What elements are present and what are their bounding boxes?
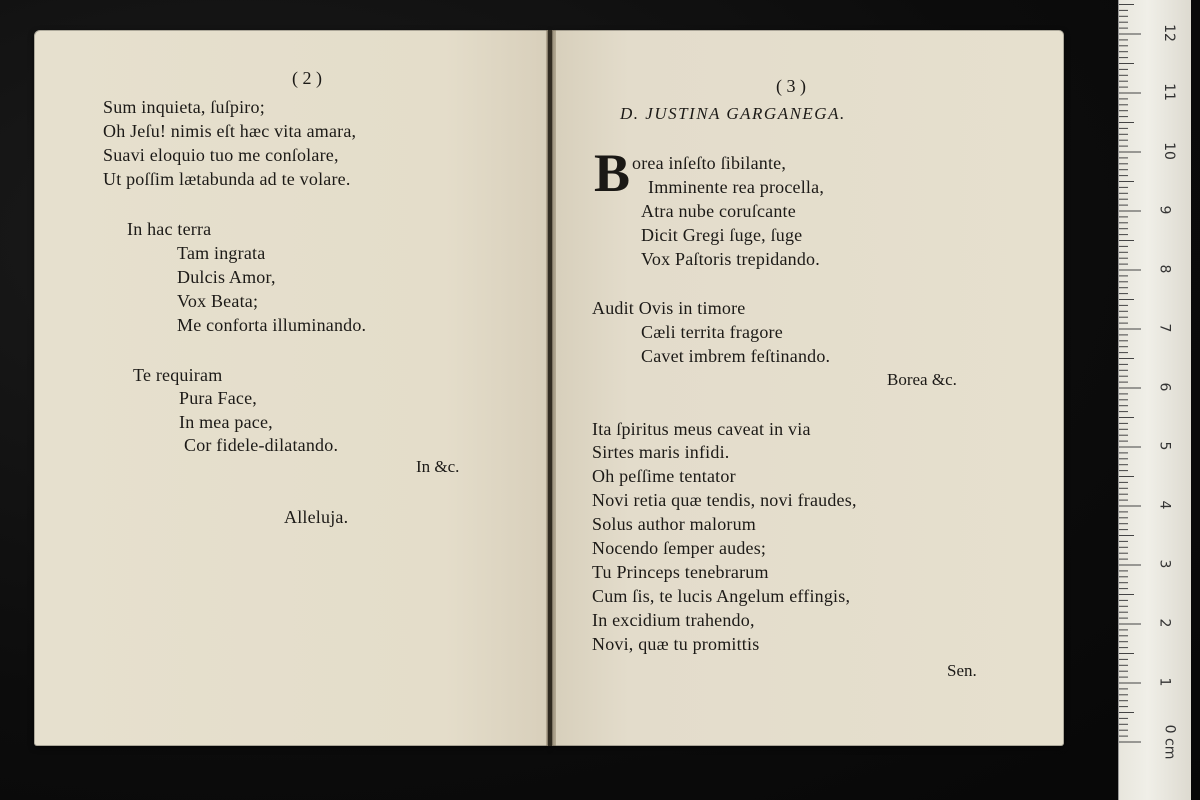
verse-line: Oh peſſime tentator xyxy=(592,466,736,486)
verse-line: Pura Face, xyxy=(179,388,257,408)
verse-line: Tam ingrata xyxy=(177,243,266,263)
verse-line: Oh Jeſu! nimis eſt hæc vita amara, xyxy=(103,121,357,141)
verse-line: Cavet imbrem feſtinando. xyxy=(641,346,831,366)
ruler-number: 2 xyxy=(1156,618,1173,628)
ruler-number: 12 xyxy=(1160,24,1177,42)
right-refrain: Borea &c. xyxy=(887,370,957,389)
verse-line: In mea pace, xyxy=(179,412,273,432)
verse-line: Tu Princeps tenebrarum xyxy=(592,562,769,582)
verse-line: Ut poſſim lætabunda ad te volare. xyxy=(103,169,351,189)
alleluja-line: Alleluja. xyxy=(284,507,349,527)
measurement-ruler xyxy=(1118,0,1191,800)
verse-line: Sum inquieta, ſuſpiro; xyxy=(103,97,265,117)
ruler-number: 1 xyxy=(1156,677,1173,687)
ruler-number: 9 xyxy=(1156,205,1173,215)
verse-line: Novi retia quæ tendis, novi fraudes, xyxy=(592,490,857,510)
verse-line: Sirtes maris infidi. xyxy=(592,442,730,462)
verse-line: In hac terra xyxy=(127,219,212,239)
verse-line: Vox Beata; xyxy=(177,291,259,311)
verse-line: Audit Ovis in timore xyxy=(592,298,746,318)
book-gutter xyxy=(546,30,556,746)
verse-line: Me conforta illuminando. xyxy=(177,315,367,335)
verse-line: Cor fidele-dilatando. xyxy=(184,435,339,455)
verse-line: Atra nube coruſcante xyxy=(641,201,796,221)
left-page-number: ( 2 ) xyxy=(292,68,322,88)
catchword: Sen. xyxy=(947,661,977,680)
ruler-number: 11 xyxy=(1160,83,1177,101)
verse-line: Vox Paſtoris trepidando. xyxy=(641,249,820,269)
verse-line: Solus author malorum xyxy=(592,514,756,534)
verse-line: Dicit Gregi ſuge, ſuge xyxy=(641,225,803,245)
left-refrain: In &c. xyxy=(416,457,460,476)
page-header: D. JUSTINA GARGANEGA. xyxy=(620,104,846,123)
verse-line: orea inſeſto ſibilante, xyxy=(632,153,787,173)
right-page-number: ( 3 ) xyxy=(776,76,806,96)
ruler-number: 10 xyxy=(1160,142,1177,160)
verse-line: In excidium trahendo, xyxy=(592,610,755,630)
verse-line: Ita ſpiritus meus caveat in via xyxy=(592,419,811,439)
ruler-number: 3 xyxy=(1156,559,1173,569)
verse-line: Suavi eloquio tuo me conſolare, xyxy=(103,145,339,165)
ruler-ticks xyxy=(1119,0,1191,800)
ruler-number: 4 xyxy=(1156,500,1173,510)
verse-line: Cæli territa fragore xyxy=(641,322,783,342)
ruler-number: 6 xyxy=(1156,382,1173,392)
verse-line: Cum ſis, te lucis Angelum effingis, xyxy=(592,586,851,606)
verse-line: Novi, quæ tu promittis xyxy=(592,634,760,654)
ruler-unit-label: 0 cm xyxy=(1161,724,1178,760)
verse-line: Te requiram xyxy=(133,365,223,385)
drop-cap: B xyxy=(594,143,631,203)
verse-line: Imminente rea procella, xyxy=(648,177,825,197)
verse-line: Nocendo ſemper audes; xyxy=(592,538,767,558)
ruler-number: 5 xyxy=(1156,441,1173,451)
verse-line: Dulcis Amor, xyxy=(177,267,276,287)
ruler-number: 7 xyxy=(1156,323,1173,333)
ruler-number: 8 xyxy=(1156,264,1173,274)
